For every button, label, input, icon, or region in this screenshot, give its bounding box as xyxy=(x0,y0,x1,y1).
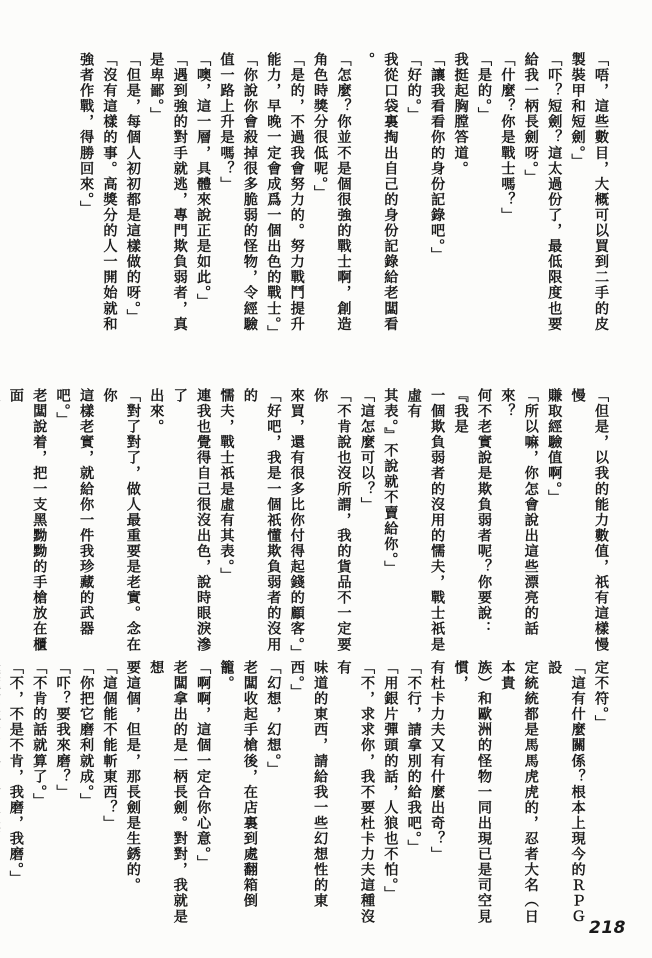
text-block-top xyxy=(74,52,612,412)
text-line: 「讓我看看你的身份記錄吧。」 xyxy=(429,52,446,263)
text-line: 「用銀片彈頭的話，人狼也不怕。」 xyxy=(382,660,399,902)
text-line: 給我一柄長劍呀。」 xyxy=(522,52,539,185)
text-line: 「啊啊，這個一定合你心意。」 xyxy=(195,660,212,871)
text-line: 製裝甲和短劍。」 xyxy=(569,52,586,170)
text-line: 「好的。」 xyxy=(405,52,422,123)
text-line: 老闆說着，把一支黑黝黝的手槍放在櫃面 xyxy=(7,388,48,653)
text-line: 味道的東西，請給我一些幻想性的東西。」 xyxy=(288,660,329,909)
text-line: 。 xyxy=(358,52,375,68)
text-line: 角色時獎分很低呢。」 xyxy=(312,52,329,201)
text-line: 族）和歐洲的怪物一同出現已是司空見慣， xyxy=(452,660,492,925)
text-line: 「好吧，我是一個祇懂欺負弱者的沒用的 xyxy=(241,388,282,653)
text-line: 「這個能不能斬東西？」 xyxy=(101,660,118,832)
text-line: 「所以嘛，你怎會說出這些漂亮的話來？ xyxy=(499,388,539,637)
page-number: 218 xyxy=(589,918,626,938)
text-line: 老闆收起手槍後，在店裏到處翻箱倒籠。 xyxy=(218,660,258,909)
text-line: 「這怎麼可以？」 xyxy=(358,388,375,513)
text-line: 來買，還有很多比你付得起錢的顧客。」 xyxy=(288,388,305,661)
text-line: 老闆拿出的是一柄長劍。對對，我就是想 xyxy=(148,660,188,925)
text-line: 懦夫，戰士祇是虛有其表。」 xyxy=(218,388,235,584)
text-line: 有杜卡力夫又有什麼出奇？」 xyxy=(429,660,446,863)
text-line: 「你說你會殺掉很多脆弱的怪物，令經驗 xyxy=(241,52,258,332)
text-line: 「是的。」 xyxy=(475,52,492,123)
text-line: 值一路上升是嗎？」 xyxy=(218,52,235,192)
text-line: 定統統都是馬馬虎虎的，忍者大名（日本貴 xyxy=(499,660,539,925)
text-line: 賺取經驗值啊。」 xyxy=(546,388,563,506)
text-line: 連我也覺得自己很沒出色，說時眼淚滲了 xyxy=(171,388,212,653)
text-line: 一個欺負弱者的沒用的懦夫，戰士祇是虛有 xyxy=(405,388,446,653)
text-line: 何不老實說是欺負弱者呢？你要說：『我是 xyxy=(452,388,492,637)
text-line: 「吓？短劍？這太過份了，最低限度也要 xyxy=(546,52,563,332)
text-line: 是卑鄙。」 xyxy=(148,52,165,123)
text-line xyxy=(0,388,3,660)
text-block-bottom xyxy=(0,660,612,935)
text-line: 定不符。」 xyxy=(593,660,609,731)
text-line: 「但是，以我的能力數值，祇有這樣慢慢 xyxy=(569,388,609,653)
text-line: 「你把它磨利就成。」 xyxy=(78,660,95,809)
text-block-middle xyxy=(0,388,612,660)
text-line: 其表。』不說就不賣給你。」 xyxy=(382,388,399,576)
text-line: 「不行，請拿別的給我吧。」 xyxy=(405,660,422,856)
text-line: 「不肯的話就算了。」 xyxy=(31,660,48,809)
text-line: 出來。 xyxy=(148,388,165,435)
text-line: 「什麼？你是戰士嗎？」 xyxy=(499,52,516,224)
text-line: 「但是，每個人初初都是這樣做的呀。」 xyxy=(124,52,141,325)
text-line: 「不，不是不肯，我磨，我磨。」 xyxy=(7,660,24,887)
text-line: 「是的，不過我會努力的。努力戰鬥提升 xyxy=(288,52,305,332)
text-line: 「唔，這些數目，大概可以買到二手的皮 xyxy=(593,52,609,332)
text-line: 「噢，這一層，具體來說正是如此。」 xyxy=(195,52,212,310)
text-line: 「不，求求你，我不要杜卡力夫這種沒有 xyxy=(335,660,375,925)
text-line: 「這有什麼關係？根本上現今的ＲＰＧ設 xyxy=(546,660,586,925)
text-line: 能力，早晚一定會成爲一個出色的戰士。」 xyxy=(265,52,282,341)
text-line: 「遇到強的對手就逃，專門欺負弱者，真 xyxy=(171,52,188,332)
text-line: 強者作戰，得勝回來。」 xyxy=(78,52,95,216)
text-line: 「對了對了，做人最重要是老實。念在你 xyxy=(101,388,141,653)
text-line: 我挺起胸膛答道。 xyxy=(452,52,469,177)
text-line: 要這個，但是，那長劍是生銹的。 xyxy=(124,660,141,894)
text-line: 「幻想，幻想。」 xyxy=(265,660,282,778)
text-line: 這樣老實，就給你一件我珍藏的武器吧。」 xyxy=(54,388,95,637)
text-line: 「沒有這樣的事。高獎分的人一開始就和 xyxy=(101,52,118,332)
text-line: 我從口袋裏掏出自己的身份記錄給老闆看 xyxy=(382,52,399,332)
text-line: 「怎麼？你並不是個很強的戰士啊，創造 xyxy=(335,52,352,332)
text-line: 「不肯說也沒所謂，我的貨品不一定要你 xyxy=(312,388,352,653)
text-line xyxy=(0,660,3,935)
text-line: 「吓？要我來磨？」 xyxy=(54,660,71,800)
